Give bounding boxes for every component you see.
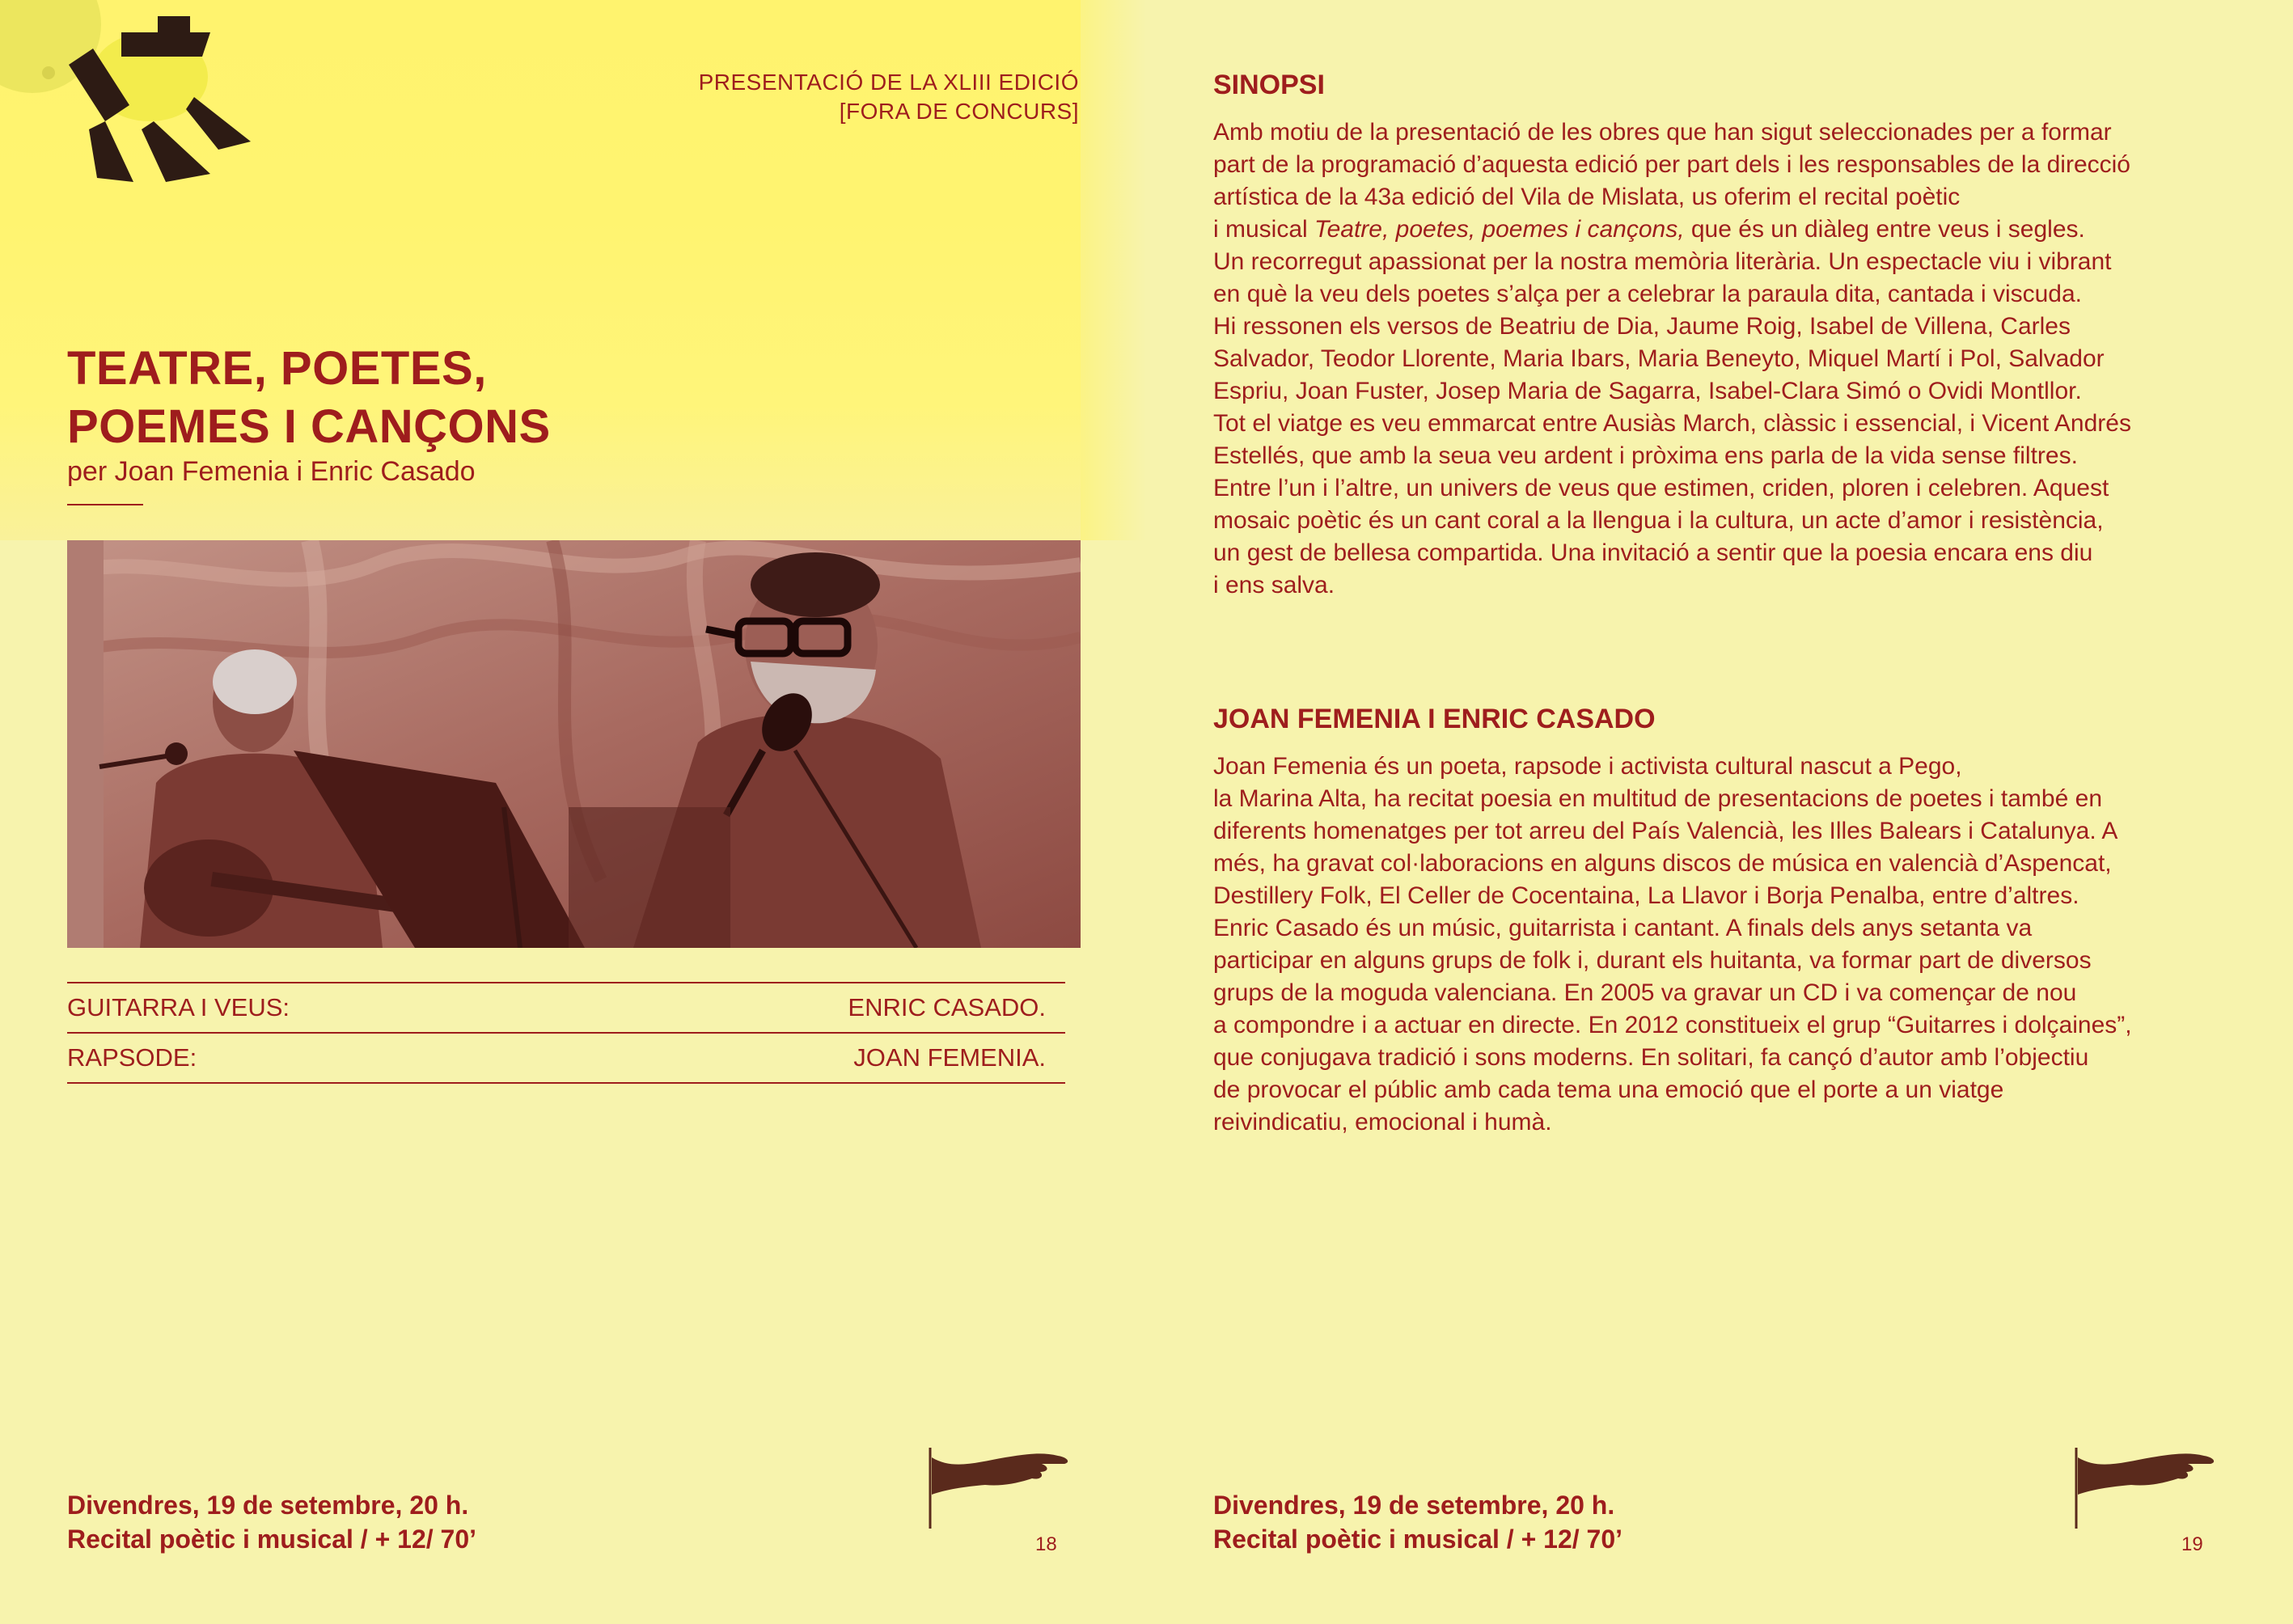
text-line: un gest de bellesa compartida. Una invitació a sentir que la poesia encara ens diu — [1213, 539, 2093, 566]
text-line: de provocar el públic amb cada tema una emoció que el porte a un viatge — [1213, 1076, 2004, 1103]
text-line: mosaic poètic és un cant coral a la llengua i la cultura, un acte d’amor i resistència, — [1213, 507, 2104, 534]
show-title-italic: Teatre, poetes, poemes i cançons, — [1314, 216, 1685, 243]
credit-role: GUITARRA I VEUS: — [67, 993, 290, 1021]
credit-row — [67, 1034, 1065, 1082]
subtitle: per Joan Femenia i Enric Casado — [67, 456, 476, 487]
text-line: Amb motiu de la presentació de les obres que han sigut seleccionades per a formar — [1213, 119, 2112, 146]
page-number: 18 — [1035, 1533, 1057, 1555]
page-title — [67, 340, 551, 456]
text-line: Hi ressonen els versos de Beatriu de Dia, Jaume Roig, Isabel de Villena, Carles — [1213, 313, 2071, 340]
sinopsi-heading: SINOPSI — [1213, 70, 1325, 100]
text-line: i ens salva. — [1213, 572, 1335, 598]
title-line-1: TEATRE, POETES, — [67, 342, 487, 395]
text-line: Tot el viatge es veu emmarcat entre Ausiàs March, clàssic i essencial, i Vicent Andrés — [1213, 410, 2131, 437]
event-date: Divendres, 19 de setembre, 20 h. — [1213, 1491, 1615, 1520]
performers-photo — [67, 540, 1081, 948]
page-number: 19 — [2181, 1533, 2203, 1555]
edition-line-1: PRESENTACIÓ DE LA XLIII EDICIÓ — [698, 70, 1079, 95]
event-date: Divendres, 19 de setembre, 20 h. — [67, 1491, 469, 1520]
text-line: que conjugava tradició i sons moderns. En solitari, fa cançó d’autor amb l’objectiu — [1213, 1044, 2089, 1071]
edition-line-2: [FORA DE CONCURS] — [839, 99, 1079, 124]
event-footer — [67, 1488, 476, 1556]
pointing-hand-icon — [929, 1448, 1072, 1530]
credit-role: RAPSODE: — [67, 1043, 197, 1072]
text-line: grups de la moguda valenciana. En 2005 va gravar un CD i va començar de nou — [1213, 979, 2077, 1006]
text-line: part de la programació d’aquesta edició per part dels i les responsables de la direcció — [1213, 151, 2130, 178]
text-line: Entre l’un i l’altre, un univers de veus que estimen, criden, ploren i celebren. Aquest — [1213, 475, 2109, 501]
bio-text — [1213, 751, 2232, 1139]
text-fragment: que és un diàleg entre veus i segles. — [1684, 216, 2085, 243]
photo-illustration — [67, 540, 1081, 948]
text-line: Salvador, Teodor Llorente, Maria Ibars, Maria Beneyto, Miquel Martí i Pol, Salvador — [1213, 345, 2105, 372]
credits-table — [67, 982, 1065, 1084]
text-line: artística de la 43a edició del Vila de Mislata, us oferim el recital poètic — [1213, 184, 1961, 210]
text-line: reivindicatiu, emocional i humà. — [1213, 1109, 1552, 1136]
text-line: Un recorregut apassionat per la nostra memòria literària. Un espectacle viu i vibrant — [1213, 248, 2112, 275]
credit-row — [67, 983, 1065, 1032]
text-line-with-title — [1213, 214, 2232, 246]
text-fragment: i musical — [1213, 216, 1315, 243]
event-footer — [1213, 1488, 1622, 1556]
event-info: Recital poètic i musical / + 12/ 70’ — [67, 1525, 477, 1554]
text-line: participar en alguns grups de folk i, durant els huitanta, va formar part de diversos — [1213, 947, 2092, 974]
text-line: més, ha gravat col·laboracions en alguns discos de música en valencià d’Aspencat, — [1213, 850, 2112, 877]
credit-name: ENRIC CASADO. — [848, 993, 1046, 1021]
spotlight-icon — [0, 0, 259, 194]
bio-heading: JOAN FEMENIA I ENRIC CASADO — [1213, 704, 1656, 734]
text-line: Joan Femenia és un poeta, rapsode i activista cultural nascut a Pego, — [1213, 753, 1962, 780]
text-line: diferents homenatges per tot arreu del País Valencià, les Illes Balears i Catalunya. A — [1213, 818, 2118, 844]
text-line: Destillery Folk, El Celler de Cocentaina, La Llavor i Borja Penalba, entre d’altres. — [1213, 882, 2079, 909]
title-divider — [67, 504, 143, 505]
left-page — [0, 0, 1146, 1624]
pointing-hand-icon — [2075, 1448, 2219, 1530]
credits-divider — [67, 1082, 1065, 1084]
credit-name: JOAN FEMENIA. — [853, 1043, 1046, 1072]
text-line: la Marina Alta, ha recitat poesia en multitud de presentacions de poetes i també en — [1213, 785, 2102, 812]
sinopsi-text — [1213, 116, 2232, 602]
right-page — [1146, 0, 2293, 1624]
yellow-wash-fade — [1081, 0, 1146, 540]
text-line: a compondre i a actuar en directe. En 2012 constitueix el grup “Guitarres i dolçaines”, — [1213, 1012, 2132, 1038]
text-line: Enric Casado és un músic, guitarrista i cantant. A finals dels anys setanta va — [1213, 915, 2033, 941]
edition-label — [699, 68, 1079, 126]
text-line: Espriu, Joan Fuster, Josep Maria de Sagarra, Isabel-Clara Simó o Ovidi Montllor. — [1213, 378, 2082, 404]
event-info: Recital poètic i musical / + 12/ 70’ — [1213, 1525, 1623, 1554]
text-line: Estellés, que amb la seua veu ardent i pròxima ens parla de la vida sense filtres. — [1213, 442, 2078, 469]
title-line-2: POEMES I CANÇONS — [67, 400, 551, 453]
text-line: en què la veu dels poetes s’alça per a celebrar la paraula dita, cantada i viscuda. — [1213, 281, 2083, 307]
